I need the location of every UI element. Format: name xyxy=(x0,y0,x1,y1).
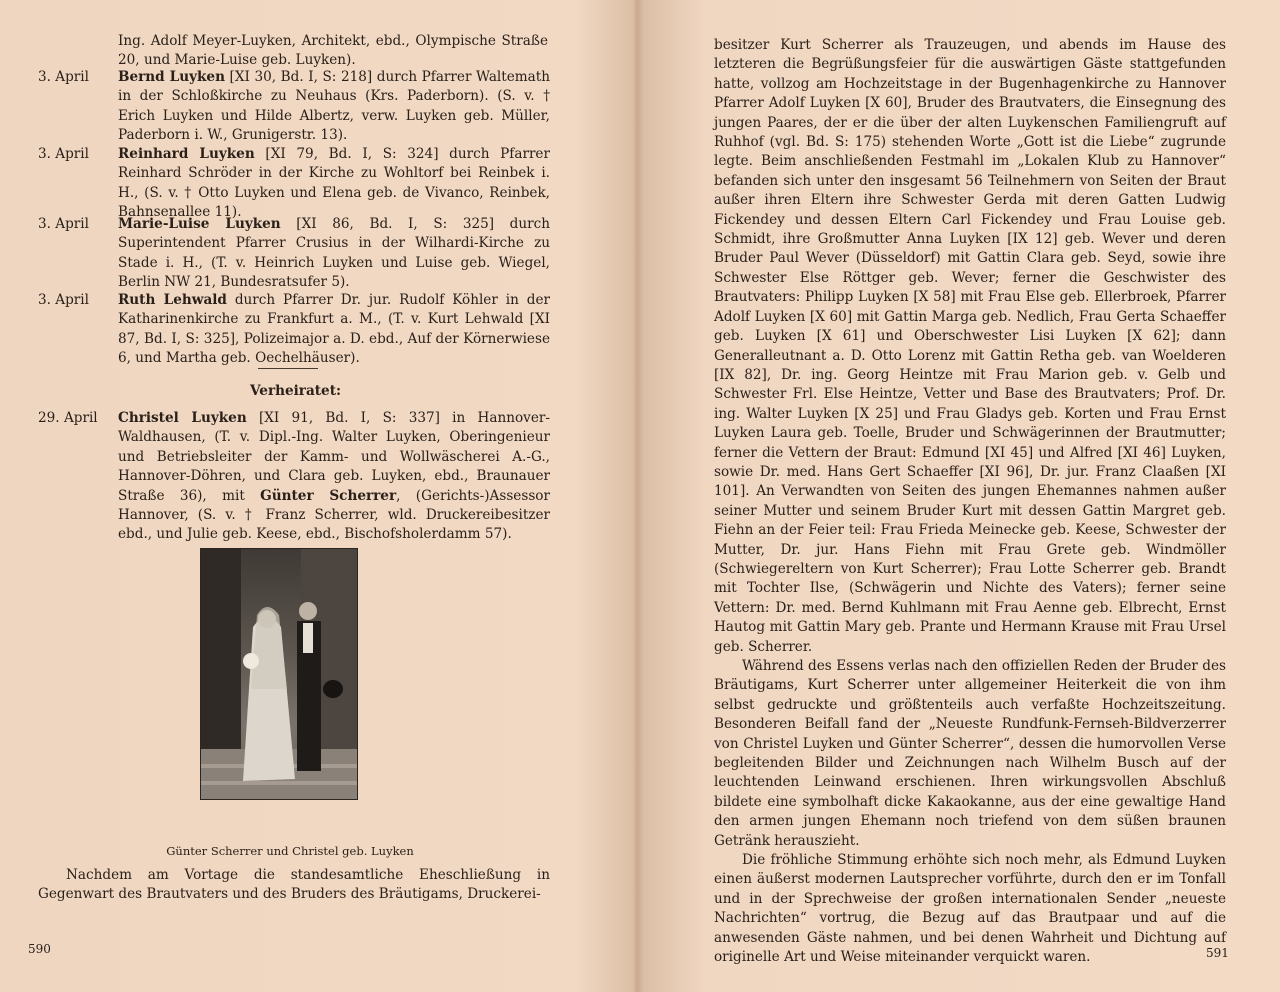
entry-date: 3. April xyxy=(38,292,90,308)
entry-name: Christel Luyken xyxy=(118,410,247,426)
photo-caption: Günter Scherrer und Christel geb. Luyken xyxy=(166,844,414,858)
right-text xyxy=(714,36,1226,968)
entry-name: Marie-Luise Luyken xyxy=(118,216,281,232)
left-page xyxy=(0,0,636,992)
page-number: 591 xyxy=(1206,946,1229,960)
entry-marie-luise xyxy=(38,215,550,293)
page-number: 590 xyxy=(28,942,51,956)
entry-date: 3. April xyxy=(38,216,90,232)
entry-text: [XI 79, Bd. I, S: 324] durch Pfarrer Reinhard Schröder in der Kirche zu Wohltorf bei Reinbek i. H., (S. v. † Otto Luyken und Elena geb. de Vivanco, Reinbek, Bahnsenallee 11). xyxy=(118,146,550,221)
entry-bernd xyxy=(38,68,550,146)
entry-ruth xyxy=(38,291,550,369)
section-heading: Verheiratet: xyxy=(250,383,342,399)
paragraph: Nachdem am Vortage die standesamtliche Eheschließung in Gegenwart des Brautvaters und des Bruders des Bräutigams, Druckerei- xyxy=(38,867,550,903)
entry-text: durch Pfarrer Dr. jur. Rudolf Köhler in der Katharinenkirche zu Frankfurt a. M., (T. v. Kurt Lehwald [XI 87, Bd. I, S: 325], Polizeimajor a. D. ebd., Auf der Körnerwiese 6, und Martha geb. Oechelhäuser). xyxy=(118,292,550,367)
entry-text: , (Gerichts-)Assessor Hannover, (S. v. † Franz Scherrer, wld. Druckereibesitzer ebd., und Julie geb. Keese, ebd., Bischofsholerdamm 57). xyxy=(118,487,550,543)
entry-reinhard xyxy=(38,145,550,223)
separator-line xyxy=(258,368,318,369)
paragraph: Während des Essens verlas nach den offiziellen Reden der Bruder des Bräutigams, Kurt Scherrer unter allgemeiner Heiterkeit die von ihm selbst gedruckte und größtenteils auch verfaßte Hochzeitszeitung. Besonderen Beifall fand der „Neueste Rundfunk-Fernseh-Bildverzerrer von Christel Luyken und Günter Scherrer“, dessen die humorvollen Verse begleitenden Bilder und Zeichnungen nach Wilhelm Busch auf der leuchtenden Leinwand erschienen. Ihren wirkungsvollen Abschluß bildete eine symbolhaft dicke Kakaokanne, aus der eine gewaltige Hand den armen jungen Ehemann noch triefend von dem süßen braunen Getränk herauszieht. xyxy=(714,658,1226,849)
entry-date: 3. April xyxy=(38,146,90,162)
paragraph: besitzer Kurt Scherrer als Trauzeugen, und abends im Hause des letzteren die Begrüßungsfeier für die auswärtigen Gäste stattgefunden hatte, vollzog am Hochzeitstage in der Bugenhagenkirche zu Hannover Pfarrer Adolf Luyken [X 60], Bruder des Brautvaters, die Einsegnung des jungen Paares, der er die über der alten Luykenschen Familiengruft auf Ruhhof (vgl. Bd. S: 175) stehenden Worte „Gott ist die Liebe“ zugrunde legte. Beim anschließenden Festmahl im „Lokalen Klub zu Hannover“ befanden sich unter den insgesamt 56 Teilnehmern von Seiten der Braut außer ihren Eltern ihre Schwester Gerda mit deren Gatten Ludwig Fickendey und dessen Eltern Carl Fickendey und Frau Louise geb. Schmidt, ihre Großmutter Anna Luyken [IX 12] geb. Wever und deren Bruder Paul Wever (Düsseldorf) mit Gattin Clara geb. Seyd, sowie ihre Schwester Else Röttger geb. Wever; ferner die Geschwister des Brautvaters: Philipp Luyken [X 58] mit Frau Else geb. Ellerbroek, Pfarrer Adolf Luyken [X 60] mit Gattin Marga geb. Nedlich, Frau Gerta Schaeffer geb. Luyken [X 61] und Oberschwester Lisi Luyken [X 62]; dann Generalleutnant a. D. Otto Lorenz mit Gattin Retha geb. van Woelderen [IX 82], Dr. ing. Georg Heintze mit Frau Marion geb. v. Gelb und Schwester Frl. Else Heintze, Vetter und Base des Brautvaters; Prof. Dr. ing. Walter Luyken [X 25] und Frau Gladys geb. Korten und Frau Ernst Luyken Laura geb. Toelle, Bruder und Schwägerinnen der Brautmutter; ferner die Vettern der Braut: Edmund [XI 45] und Alfred [XI 46] Luyken, sowie Dr. med. Hans Gert Schaeffer [XI 96], Dr. jur. Franz Claaßen [XI 101]. An Verwandten von Seiten des jungen Ehemannes nahmen außer seiner Mutter und seinem Bruder Kurt mit dessen Gattin Margret geb. Fiehn an der Feier teil: Frau Frieda Meinecke geb. Keese, Schwester der Mutter, Dr. jur. Hans Fiehn mit Frau Grete geb. Windmöller (Schwiegereltern von Kurt Scherrer); Frau Lotte Scherrer geb. Brandt mit Tochter Ilse, (Schwägerin und Nichte des Vaters); ferner seine Vettern: Dr. med. Bernd Kuhlmann mit Frau Aenne geb. Elbrecht, Ernst Hautog mit Gattin Mary geb. Prante und Hermann Krause mit Frau Ursel geb. Scherrer. xyxy=(714,37,1226,655)
wedding-photo xyxy=(200,548,358,800)
entry-christel xyxy=(38,409,550,545)
entry-text: [XI 30, Bd. I, S: 218] durch Pfarrer Waltemath in der Schloßkirche zu Neuhaus (Krs. Paderborn). (S. v. † Erich Luyken und Hilde Albertz, verw. Luyken geb. Müller, Paderborn i. W., Grunigerstr. 13). xyxy=(118,69,550,144)
entry-text: [XI 91, Bd. I, S: 337] in Hannover-Waldhausen, (T. v. Dipl.-Ing. Walter Luyken, Oberingenieur und Betriebsleiter der Kamm- und Wollwäscherei A.-G., Hannover-Döhren, und Clara geb. Luyken, ebd., Braunauer Straße 36), mit xyxy=(118,410,550,504)
continued-entry: Ing. Adolf Meyer-Luyken, Architekt, ebd., Olympische Straße 20, und Marie-Luise geb. Luyken). xyxy=(118,33,548,69)
entry-name: Ruth Lehwald xyxy=(118,292,227,308)
entry-date: 3. April xyxy=(38,69,90,85)
entry-date: 29. April xyxy=(38,410,98,426)
right-page xyxy=(638,0,1280,992)
entry-name: Bernd Luyken xyxy=(118,69,225,85)
entry-name: Reinhard Luyken xyxy=(118,146,255,162)
entry-text: [XI 86, Bd. I, S: 325] durch Superintendent Pfarrer Crusius in der Wilhardi-Kirche zu Stade i. H., (T. v. Heinrich Luyken und Luise geb. Wiegel, Berlin NW 21, Bundesratsufer 5). xyxy=(118,216,551,291)
paragraph: Die fröhliche Stimmung erhöhte sich noch mehr, als Edmund Luyken einen äußerst modernen Lautsprecher vorführte, durch den er im Tonfall und in der Sprechweise der großen internationalen Sender „neueste Nachrichten“ vortrug, die Bezug auf das Brautpaar und auf die anwesenden Gäste nahmen, und bei denen Wahrheit und Dichtung auf originelle Art und Weise miteinander verquickt waren. xyxy=(714,852,1226,966)
wedding-photo-illustration xyxy=(201,549,357,799)
entry-name-spouse: Günter Scherrer xyxy=(260,487,397,504)
